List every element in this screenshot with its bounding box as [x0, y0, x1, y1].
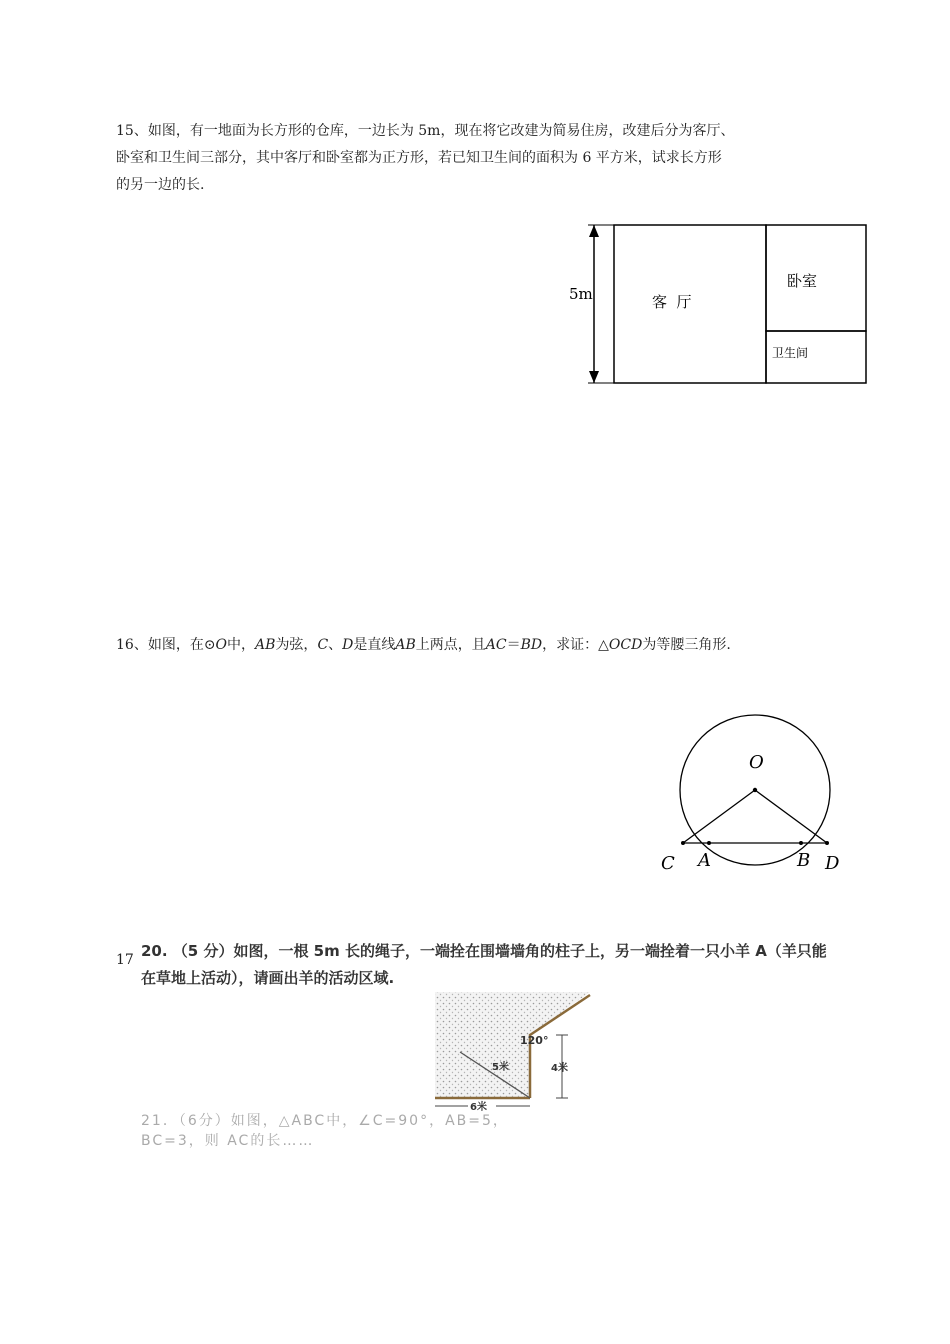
q16-mid2: 为弦， — [275, 637, 318, 653]
q16-BD: BD — [520, 637, 543, 653]
q16-C: C — [317, 637, 329, 653]
q16-AC: AC — [485, 637, 507, 653]
point-O — [753, 788, 757, 792]
angle-label: 120° — [520, 1034, 549, 1047]
width-label: 6米 — [470, 1102, 487, 1113]
q17-sheep-figure — [430, 990, 600, 1115]
label-A: A — [698, 850, 711, 871]
q16-sep: 、 — [328, 637, 343, 653]
label-C: C — [661, 853, 675, 874]
q16-D: D — [342, 637, 354, 653]
q17-number: 17 — [116, 952, 134, 968]
point-D — [825, 841, 829, 845]
label-D: D — [825, 853, 840, 874]
segment-OC — [683, 790, 755, 843]
cutoff-next-question — [141, 1113, 561, 1149]
q16-prefix: 16、如图，在⊙ — [116, 637, 216, 653]
q16-circle-figure — [650, 700, 850, 885]
q16-text — [116, 632, 731, 659]
rope-label: 5米 — [492, 1062, 509, 1073]
q16-suffix: 为等腰三角形. — [642, 637, 731, 653]
q15-line-3: 的另一边的长. — [116, 177, 205, 193]
q15-text — [116, 118, 734, 199]
wall-region — [435, 992, 590, 1098]
q16-mid3: 是直线 — [353, 637, 396, 653]
label-O: O — [749, 752, 764, 773]
arrow-up-icon — [589, 225, 599, 237]
point-B — [799, 841, 803, 845]
q17-text — [141, 938, 827, 992]
point-A — [707, 841, 711, 845]
q16-AB: AB — [255, 637, 276, 653]
q15-floor-plan-figure — [560, 215, 880, 395]
arrow-down-icon — [589, 371, 599, 383]
label-B: B — [797, 850, 811, 871]
q16-AB2: AB — [395, 637, 416, 653]
side-length-label: 5m — [569, 285, 593, 303]
living-room-label: 客 厅 — [652, 293, 692, 311]
q15-line-2: 卧室和卫生间三部分，其中客厅和卧室都为正方形，若已知卫生间的面积为 6 平方米，试求长方形 — [116, 150, 722, 166]
q15-line-1: 15、如图，有一地面为长方形的仓库，一边长为 5m，现在将它改建为简易住房，改建后分为客厅、 — [116, 123, 735, 139]
point-C — [681, 841, 685, 845]
q16-OCD: OCD — [608, 637, 643, 653]
q16-mid4: 上两点，且 — [415, 637, 486, 653]
segment-OD — [755, 790, 827, 843]
q16-eq: ＝ — [506, 637, 521, 653]
q16-O: O — [215, 637, 228, 653]
bathroom-label: 卫生间 — [772, 346, 809, 360]
height-label: 4米 — [551, 1063, 568, 1074]
bedroom-label: 卧室 — [787, 272, 818, 290]
q16-mid5: ，求证：△ — [542, 637, 609, 653]
q16-mid1: 中， — [227, 637, 256, 653]
q17-line-2: 在草地上活动），请画出羊的活动区域. — [141, 969, 395, 987]
cutoff-text: 21．（6分）如图，△ABC中，∠C=90°，AB=5，BC=3，则 AC的长…… — [141, 1113, 509, 1149]
q17-line-1: 20. （5 分）如图，一根 5m 长的绳子，一端拴在围墙墙角的柱子上，另一端拴着一只小羊 A（羊只能 — [141, 942, 827, 960]
